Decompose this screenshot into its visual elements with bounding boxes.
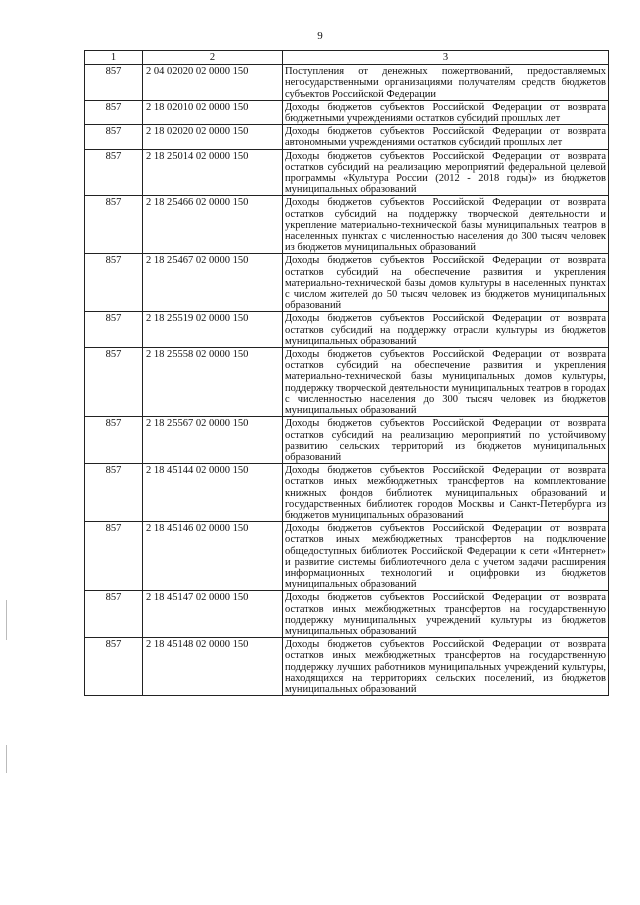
table-header-row	[85, 51, 609, 65]
column-header-2: 2	[143, 51, 283, 65]
table-row	[85, 196, 609, 254]
table-row	[85, 591, 609, 638]
revenue-codes-table	[84, 50, 609, 696]
budget-code-cell: 2 18 45147 02 0000 150	[143, 591, 283, 638]
budget-code-cell: 2 04 02020 02 0000 150	[143, 65, 283, 101]
scan-edge-mark	[6, 745, 7, 773]
description-cell: Доходы бюджетов субъектов Российской Федерации от возврата остатков субсидий на обеспечение развития и укрепления материально-технической базы домов культуры в населенных пунктах с числом жителей до 50 тысяч человек из бюджетов муниципальных образований	[283, 254, 609, 312]
budget-code-cell: 2 18 25558 02 0000 150	[143, 348, 283, 417]
column-header-3: 3	[283, 51, 609, 65]
admin-code-cell: 857	[85, 464, 143, 522]
table-row	[85, 125, 609, 149]
table-row	[85, 417, 609, 464]
budget-code-cell: 2 18 45148 02 0000 150	[143, 638, 283, 696]
admin-code-cell: 857	[85, 100, 143, 124]
budget-code-cell: 2 18 25567 02 0000 150	[143, 417, 283, 464]
description-cell: Доходы бюджетов субъектов Российской Федерации от возврата остатков субсидий на реализацию мероприятий по устойчивому развитию сельских территорий из бюджетов муниципальных образований	[283, 417, 609, 464]
admin-code-cell: 857	[85, 638, 143, 696]
table-row	[85, 638, 609, 696]
budget-code-cell: 2 18 25467 02 0000 150	[143, 254, 283, 312]
admin-code-cell: 857	[85, 591, 143, 638]
description-cell: Доходы бюджетов субъектов Российской Федерации от возврата автономными учреждениями остатков субсидий прошлых лет	[283, 125, 609, 149]
table-row	[85, 348, 609, 417]
table-row	[85, 464, 609, 522]
table-row	[85, 100, 609, 124]
description-cell: Доходы бюджетов субъектов Российской Федерации от возврата остатков субсидий на обеспечение развития и укрепления материально-технической базы муниципальных домов культуры, поддержку творческой деятельности муниципальных театров в городах с численностью населения до 300 тысяч человек из бюджетов муниципальных образований	[283, 348, 609, 417]
table-row	[85, 254, 609, 312]
table-row	[85, 65, 609, 101]
description-cell: Поступления от денежных пожертвований, предоставляемых негосударственными организациями получателям средств бюджетов субъектов Российской Федерации	[283, 65, 609, 101]
budget-code-cell: 2 18 25014 02 0000 150	[143, 149, 283, 196]
table-row	[85, 149, 609, 196]
admin-code-cell: 857	[85, 149, 143, 196]
table-row	[85, 312, 609, 348]
description-cell: Доходы бюджетов субъектов Российской Федерации от возврата остатков иных межбюджетных трансфертов на государственную поддержку лучших работников муниципальных учреждений культуры, находящихся на территориях сельских поселений, из бюджетов муниципальных образований	[283, 638, 609, 696]
column-header-1: 1	[85, 51, 143, 65]
budget-code-cell: 2 18 45144 02 0000 150	[143, 464, 283, 522]
admin-code-cell: 857	[85, 196, 143, 254]
description-cell: Доходы бюджетов субъектов Российской Федерации от возврата остатков иных межбюджетных трансфертов на государственную поддержку муниципальных учреждений культуры из бюджетов муниципальных образований	[283, 591, 609, 638]
description-cell: Доходы бюджетов субъектов Российской Федерации от возврата остатков субсидий на поддержку творческой деятельности и укрепление материально-технической базы муниципальных театров в населенных пунктах с численностью населения до 300 тысяч человек из бюджетов муниципальных образований	[283, 196, 609, 254]
description-cell: Доходы бюджетов субъектов Российской Федерации от возврата остатков иных межбюджетных трансфертов на комплектование книжных фондов библиотек муниципальных образований и государственных библиотек городов Москвы и Санкт-Петербурга из бюджетов муниципальных образований	[283, 464, 609, 522]
description-cell: Доходы бюджетов субъектов Российской Федерации от возврата остатков субсидий на поддержку отрасли культуры из бюджетов муниципальных образований	[283, 312, 609, 348]
budget-code-cell: 2 18 02020 02 0000 150	[143, 125, 283, 149]
budget-code-cell: 2 18 25519 02 0000 150	[143, 312, 283, 348]
admin-code-cell: 857	[85, 417, 143, 464]
budget-code-cell: 2 18 02010 02 0000 150	[143, 100, 283, 124]
admin-code-cell: 857	[85, 522, 143, 591]
page-number: 9	[317, 30, 323, 42]
description-cell: Доходы бюджетов субъектов Российской Федерации от возврата остатков субсидий на реализацию мероприятий федеральной целевой программы «Культура России (2012 - 2018 годы)» из бюджетов муниципальных образований	[283, 149, 609, 196]
admin-code-cell: 857	[85, 312, 143, 348]
budget-code-cell: 2 18 25466 02 0000 150	[143, 196, 283, 254]
description-cell: Доходы бюджетов субъектов Российской Федерации от возврата бюджетными учреждениями остатков субсидий прошлых лет	[283, 100, 609, 124]
admin-code-cell: 857	[85, 254, 143, 312]
scan-edge-mark	[6, 600, 7, 640]
admin-code-cell: 857	[85, 125, 143, 149]
admin-code-cell: 857	[85, 348, 143, 417]
table-row	[85, 522, 609, 591]
description-cell: Доходы бюджетов субъектов Российской Федерации от возврата остатков иных межбюджетных трансфертов на подключение общедоступных библиотек Российской Федерации к сети «Интернет» и развитие системы библиотечного дела с учетом задачи расширения информационных технологий и оцифровки из бюджетов муниципальных образований	[283, 522, 609, 591]
admin-code-cell: 857	[85, 65, 143, 101]
budget-code-cell: 2 18 45146 02 0000 150	[143, 522, 283, 591]
